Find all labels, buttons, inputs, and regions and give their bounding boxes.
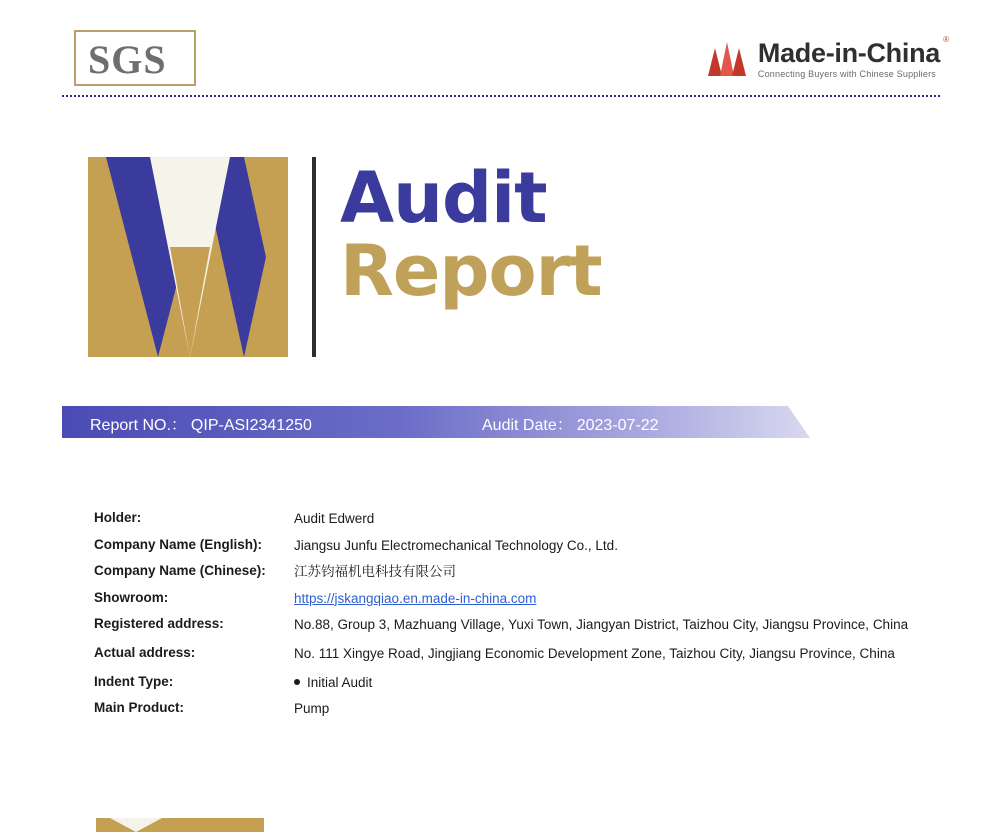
document-header [62, 28, 949, 90]
info-label-company-name-english: Company Name (English): [94, 536, 263, 552]
report-title-line2: Report [340, 230, 602, 312]
info-value-registered-address: No.88, Group 3, Mazhuang Village, Yuxi Town, Jiangyan District, Taizhou City, Jiangsu Province, China [294, 617, 909, 633]
made-in-china-logo [708, 34, 949, 82]
report-number-value: QIP-ASI2341250 [190, 417, 312, 434]
report-title-block [88, 157, 648, 359]
report-title-line1: Audit [340, 157, 547, 239]
bullet-icon [294, 679, 300, 685]
info-value-indent-type: Initial Audit [307, 674, 373, 690]
made-in-china-subtitle: Connecting Buyers with Chinese Suppliers [757, 69, 936, 80]
info-value-holder: Audit Edwerd [294, 511, 375, 526]
sgs-logo-rule-top [74, 30, 196, 32]
info-label-registered-address: Registered address: [94, 616, 224, 632]
info-value-actual-address: No. 111 Xingye Road, Jingjiang Economic Development Zone, Taizhou City, Jiangsu Province, China [294, 645, 895, 661]
audit-date-label: Audit Date： [482, 417, 573, 434]
made-in-china-title: Made-in-China [757, 37, 940, 68]
sgs-logo-rule-right [194, 30, 196, 86]
audit-date-value: 2023-07-22 [576, 417, 659, 434]
info-row [94, 561, 914, 583]
report-title [340, 157, 760, 312]
info-label-holder: Holder: [94, 510, 142, 525]
company-info-table [94, 508, 914, 725]
info-row [94, 508, 914, 530]
made-in-china-mark-icon [708, 42, 748, 76]
info-label-company-name-chinese: Company Name (Chinese): [94, 563, 266, 579]
report-meta-banner [62, 406, 810, 438]
info-value-company-name-english: Jiangsu Junfu Electromechanical Technology Co., Ltd. [294, 537, 618, 553]
info-label-main-product: Main Product: [94, 700, 184, 716]
registered-trademark-icon: ® [943, 34, 949, 44]
info-value-main-product: Pump [294, 701, 330, 717]
info-value-company-name-chinese: 江苏钧福机电科技有限公司 [294, 564, 456, 580]
info-label-indent-type: Indent Type: [94, 673, 174, 689]
audit-date [482, 412, 659, 435]
info-label-showroom: Showroom: [94, 589, 169, 605]
sgs-logo-text: SGS [88, 37, 167, 82]
info-label-actual-address: Actual address: [94, 644, 196, 660]
title-vertical-divider [312, 157, 316, 357]
info-row [94, 588, 914, 610]
audit-emblem-partial-icon [96, 818, 264, 832]
report-number-label: Report NO.： [90, 417, 187, 434]
info-row [94, 614, 914, 636]
info-row [94, 643, 914, 665]
sgs-logo-rule-left [74, 30, 76, 86]
info-row [94, 698, 914, 720]
made-in-china-wordmark [757, 34, 949, 80]
sgs-logo-rule-bottom [74, 84, 196, 86]
header-divider [62, 95, 940, 97]
info-row [94, 535, 914, 557]
audit-emblem-icon [88, 157, 288, 357]
info-row [94, 672, 914, 694]
info-value-indent-type-wrapper [294, 672, 914, 694]
sgs-logo [74, 30, 196, 86]
showroom-link[interactable]: https://jskangqiao.en.made-in-china.com [294, 590, 537, 606]
report-number [90, 412, 312, 435]
